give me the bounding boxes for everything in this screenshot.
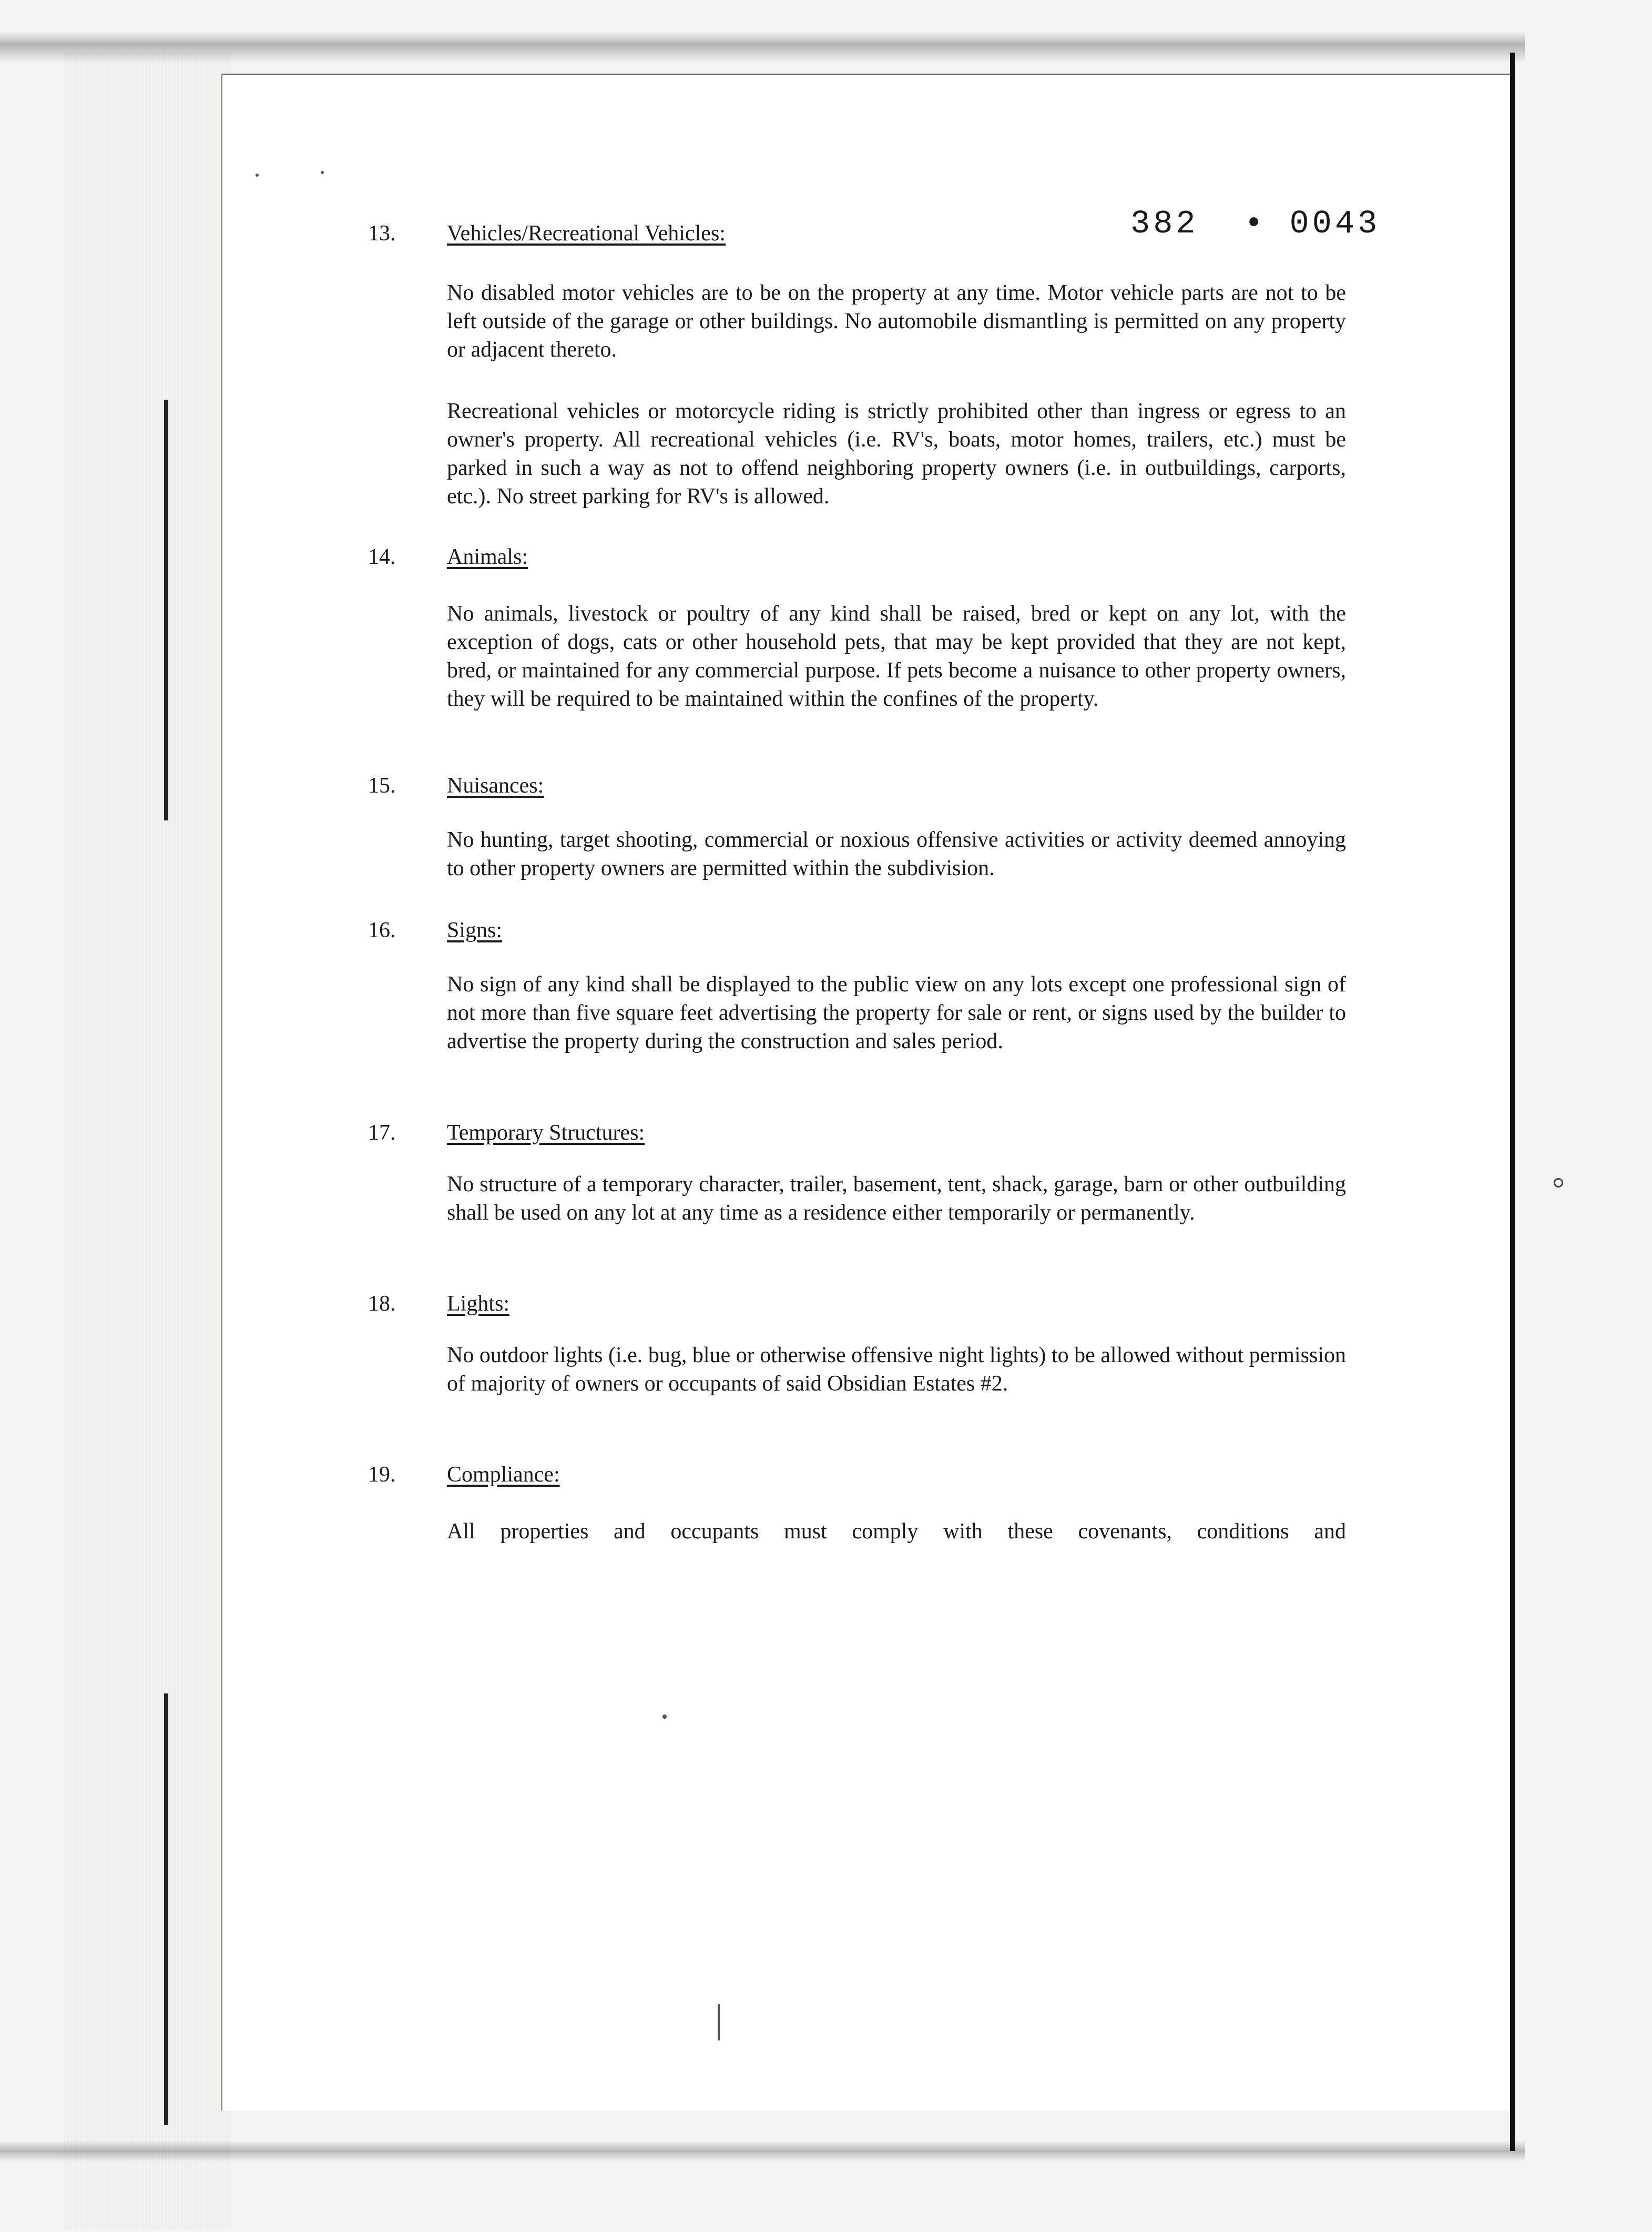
scan-margin-line bbox=[164, 400, 168, 820]
document-number: 382 • 0043 bbox=[1130, 205, 1381, 242]
section-number: 14. bbox=[368, 545, 396, 569]
section-number: 17. bbox=[368, 1121, 396, 1145]
section-heading: Nuisances: bbox=[447, 774, 544, 798]
section-paragraph: No sign of any kind shall be displayed to the public view on any lots except one professional sign of not more than five square feet advertising the property for sale or rent, or signs used by the builder to advertise the property during the construction and sales period. bbox=[447, 972, 1346, 1053]
section-heading: Compliance: bbox=[447, 1463, 560, 1487]
section-number: 18. bbox=[368, 1292, 396, 1316]
section-heading: Animals: bbox=[447, 545, 528, 569]
section-paragraph: No animals, livestock or poultry of any kind shall be raised, bred or kept on any lot, with the exception of dogs, cats or other household pets, that may be kept provided that they are not kept, bred, or maintained for any commercial purpose. If pets become a nuisance to other property owners, they will be required to be maintained within the confines of the property. bbox=[447, 602, 1346, 711]
section-paragraph: No structure of a temporary character, trailer, basement, tent, shack, garage, barn or other outbuilding shall be used on any lot at any time as a residence either temporarily or permanently. bbox=[447, 1172, 1346, 1225]
section-paragraph: No outdoor lights (i.e. bug, blue or otherwise offensive night lights) to be allowed without permission of majority of owners or occupants of said Obsidian Estates #2. bbox=[447, 1343, 1346, 1396]
section-heading: Signs: bbox=[447, 918, 503, 942]
scan-speckle bbox=[1554, 1178, 1563, 1188]
scan-margin-line bbox=[164, 1693, 168, 2125]
page-right-border bbox=[1510, 53, 1515, 2151]
section-paragraph: No disabled motor vehicles are to be on the property at any time. Motor vehicle parts are not to be left outside of the garage or other buildings. No automobile dismantling is permitted on any property or adjacent thereto. bbox=[447, 281, 1346, 362]
scan-edge-bottom bbox=[0, 2140, 1525, 2162]
scan-edge-left bbox=[63, 53, 231, 2230]
scan-speckle bbox=[321, 171, 324, 174]
section-paragraph: All properties and occupants must comply with these covenants, conditions and bbox=[447, 1519, 1346, 1544]
section-number: 13. bbox=[368, 221, 396, 246]
section-number: 15. bbox=[368, 774, 396, 798]
section-heading: Vehicles/Recreational Vehicles: bbox=[447, 221, 726, 246]
section-paragraph: Recreational vehicles or motorcycle riding is strictly prohibited other than ingress or egress to an owner's property. All recreational vehicles (i.e. RV's, boats, motor homes, trailers, etc.) must be parked in such a way as not to offend neighboring property owners (i.e. in outbuildings, carports, etc.). No street parking for RV's is allowed. bbox=[447, 399, 1346, 509]
scan-speckle bbox=[662, 1714, 667, 1719]
document-page bbox=[221, 74, 1511, 2111]
scan-speckle bbox=[718, 2004, 720, 2041]
section-heading: Lights: bbox=[447, 1292, 510, 1316]
section-number: 19. bbox=[368, 1463, 396, 1487]
section-paragraph: No hunting, target shooting, commercial or noxious offensive activities or activity deemed annoying to other property owners are permitted within the subdivision. bbox=[447, 828, 1346, 880]
section-heading: Temporary Structures: bbox=[447, 1121, 645, 1145]
scan-speckle bbox=[256, 174, 259, 177]
section-number: 16. bbox=[368, 918, 396, 942]
